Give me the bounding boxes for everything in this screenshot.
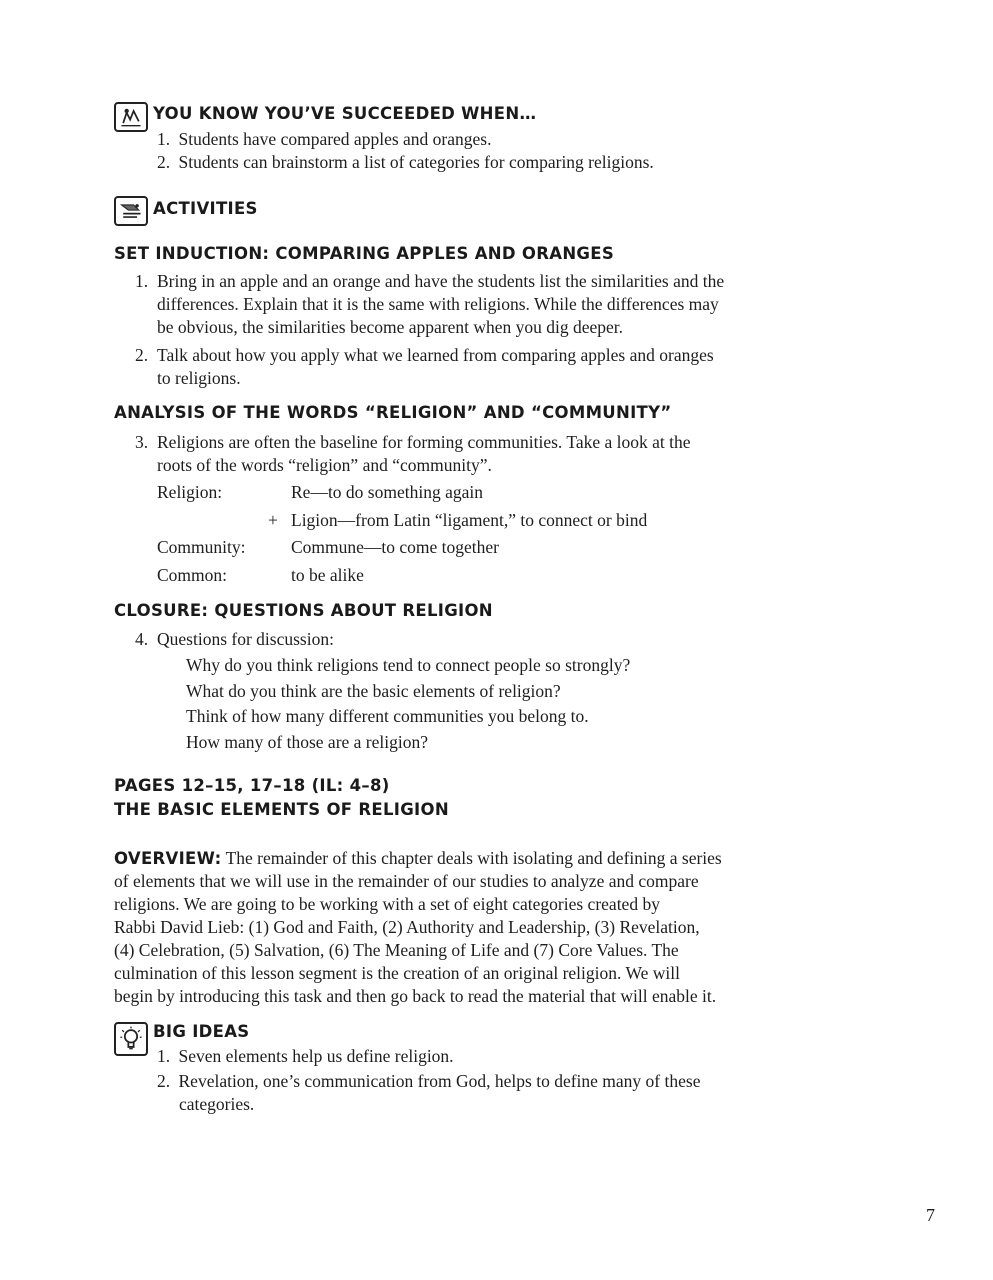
item-number: 2. — [157, 152, 171, 172]
page-number: 7 — [926, 1205, 935, 1225]
item-number: 2. — [157, 1071, 171, 1091]
root-definition: to be alike — [291, 565, 364, 585]
item-number: 2. — [135, 345, 149, 365]
paragraph-line: religions. We are going to be working with a set of eight categories created by — [114, 894, 660, 914]
item-number: 1. — [157, 129, 171, 149]
item-number: 4. — [135, 629, 149, 649]
item-number: 3. — [135, 432, 149, 452]
discussion-question: Why do you think religions tend to connect people so strongly? — [186, 655, 631, 675]
paragraph-line: of elements that we will use in the remainder of our studies to analyze and compare — [114, 871, 699, 891]
list-item — [157, 1070, 700, 1093]
paragraph-line: begin by introducing this task and then go back to read the material that will enable it. — [114, 986, 717, 1006]
pages-heading: PAGES 12–15, 17–18 (IL: 4–8) — [114, 776, 390, 795]
plus-sign: + — [268, 510, 278, 530]
paragraph-line: culmination of this lesson segment is the creation of an original religion. We will — [114, 963, 680, 983]
root-term: Common: — [157, 565, 228, 585]
item-text: Seven elements help us define religion. — [178, 1046, 454, 1066]
paragraph-line: categories. — [179, 1094, 255, 1114]
root-definition: Commune—to come together — [291, 537, 500, 557]
item-number: 1. — [135, 271, 149, 291]
discussion-question: How many of those are a religion? — [186, 732, 429, 752]
list-item — [157, 128, 491, 151]
overview-text: The remainder of this chapter deals with isolating and defining a series — [221, 848, 722, 868]
set-induction-heading: SET INDUCTION: COMPARING APPLES AND ORANGES — [114, 244, 615, 263]
discussion-question: Think of how many different communities you belong to. — [186, 706, 589, 726]
paragraph-line: Talk about how you apply what we learned from comparing apples and oranges — [157, 345, 714, 365]
discussion-question: What do you think are the basic elements of religion? — [186, 681, 561, 701]
paragraph-line: to religions. — [157, 368, 241, 388]
paragraph-line: Questions for discussion: — [157, 629, 334, 649]
success-icon — [114, 102, 148, 132]
paragraph-line: Rabbi David Lieb: (1) God and Faith, (2) Authority and Leadership, (3) Revelation, — [114, 917, 700, 937]
root-definition: Re—to do something again — [291, 482, 483, 502]
root-definition: Ligion—from Latin “ligament,” to connect or bind — [291, 510, 648, 530]
succeeded-heading: YOU KNOW YOU’VE SUCCEEDED WHEN… — [153, 104, 537, 123]
paragraph-line: differences. Explain that it is the same with religions. While the differences may — [157, 294, 719, 314]
activities-heading: ACTIVITIES — [153, 199, 258, 218]
item-text: Students can brainstorm a list of categories for comparing religions. — [178, 152, 654, 172]
list-item — [157, 1045, 454, 1068]
closure-heading: CLOSURE: QUESTIONS ABOUT RELIGION — [114, 601, 493, 620]
analysis-heading: ANALYSIS OF THE WORDS “RELIGION” AND “COMMUNITY” — [114, 403, 672, 422]
overview-first-line — [114, 847, 722, 870]
paragraph-line: Religions are often the baseline for forming communities. Take a look at the — [157, 432, 691, 452]
big-ideas-heading: BIG IDEAS — [153, 1022, 250, 1041]
paragraph-line: be obvious, the similarities become apparent when you dig deeper. — [157, 317, 624, 337]
paragraph-line: (4) Celebration, (5) Salvation, (6) The Meaning of Life and (7) Core Values. The — [114, 940, 679, 960]
item-number: 1. — [157, 1046, 171, 1066]
root-term: Community: — [157, 537, 246, 557]
root-term: Religion: — [157, 482, 223, 502]
lightbulb-icon — [114, 1022, 148, 1056]
activities-icon — [114, 196, 148, 226]
list-item — [157, 151, 654, 174]
item-text: Students have compared apples and oranges. — [178, 129, 492, 149]
overview-label: OVERVIEW: — [114, 849, 222, 868]
paragraph-line: Bring in an apple and an orange and have the students list the similarities and the — [157, 271, 725, 291]
item-text: Revelation, one’s communication from God, helps to define many of these — [178, 1071, 701, 1091]
section-title: THE BASIC ELEMENTS OF RELIGION — [114, 800, 449, 819]
paragraph-line: roots of the words “religion” and “community”. — [157, 455, 492, 475]
